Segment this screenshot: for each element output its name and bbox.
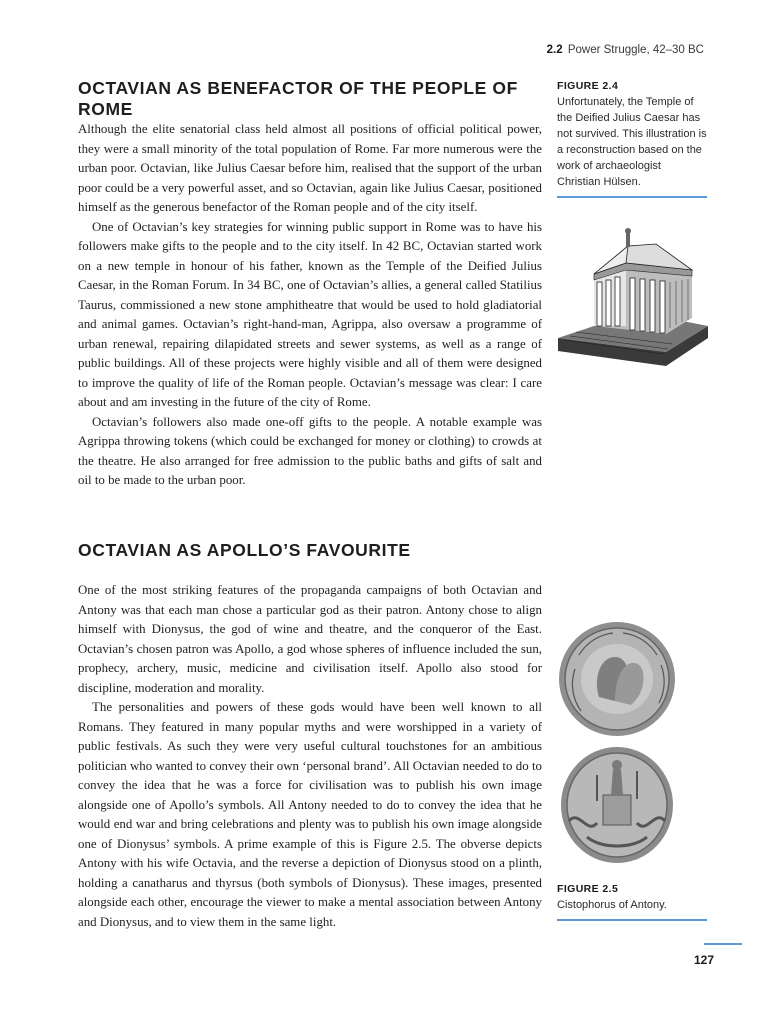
- figure-2-4-text: Unfortunately, the Temple of the Deified Julius Caesar has not survived. This illustration is a reconstruction based on the work of archaeologist Christian Hülsen.: [557, 96, 707, 188]
- figure-2-4-caption: [557, 80, 707, 198]
- page-number: 127: [693, 953, 714, 967]
- caption-rule: [557, 919, 707, 921]
- running-head: [547, 44, 704, 56]
- caption-rule: [557, 196, 707, 198]
- running-head-section-number: 2.2: [546, 44, 563, 56]
- paragraph: Although the elite senatorial class held almost all positions of official political power, they were a small minority of the total population of Rome. Far more numerous were the urban poor. Octavian, like Julius Caesar before him, realised that the support of the urban poor could be a very powerful asset, and so Octavian, again like Julius Caesar, positioned himself as the generous benefactor of the Roman people and of the city itself.: [78, 122, 542, 214]
- figure-2-4-label: FIGURE 2.4: [557, 80, 619, 92]
- section-body-apollo: [78, 581, 542, 932]
- figure-2-5-label: FIGURE 2.5: [557, 883, 619, 895]
- paragraph: Octavian’s followers also made one-off gifts to the people. A notable example was Agrippa throwing tokens (which could be exchanged for money or clothing) to crowds at the theatre. He also arranged for free admission to the public baths and gifts of salt and oil to be made to the urban poor.: [78, 414, 542, 487]
- figure-2-5-text: Cistophorus of Antony.: [557, 899, 667, 911]
- running-head-title: Power Struggle, 42–30 BC: [567, 44, 704, 56]
- coin-obverse-image: [553, 617, 707, 739]
- figure-2-5-caption: [557, 883, 707, 921]
- paragraph: The personalities and powers of these gods would have been well known to all Romans. They featured in many popular myths and were worshipped in a variety of public festivals. As such they were very useful cultural touchstones for an ambitious politician who wanted to convey their own ‘personal brand’. All Octavian needed to do to convey the idea that he was a force for civilisation was to publish his own image alongside one of Apollo’s symbols. All Antony needed to do to convey the idea that he would end war and bring celebrations and plenty was to publish his own image alongside one of Dionysus’ symbols. A prime example of this is Figure 2.5. The obverse depicts Antony with his wife Octavia, and the reverse a depiction of Dionysus stood on a plinth, holding a canatharus and thyrsus (both symbols of Dionysus). These images, presented alongside each other, encourage the viewer to make a mental association between Antony and Dionysus, and to view them in the same light.: [78, 700, 542, 929]
- section-heading-apollo: OCTAVIAN AS APOLLO’S FAVOURITE: [78, 540, 411, 560]
- coin-reverse-image: [553, 745, 701, 867]
- section-body-benefactor: [78, 120, 542, 491]
- temple-illustration: [556, 226, 710, 374]
- page-number-rule: [704, 943, 742, 945]
- section-heading-benefactor: OCTAVIAN AS BENEFACTOR OF THE PEOPLE OF ROME: [78, 78, 518, 119]
- paragraph: One of the most striking features of the propaganda campaigns of both Octavian and Antony was that each man chose a particular god as their patron. Antony chose to align himself with Dionysus, the god of wine and theatre, and the conqueror of the East. Octavian’s chosen patron was Apollo, a god whose spheres of influence included the sun, prophecy, archery, music, medicine and civilisation itself. Apollo also stood for discipline, moderation and morality.: [78, 583, 542, 695]
- paragraph: One of Octavian’s key strategies for winning public support in Rome was to have his followers make gifts to the people and to the city itself. In 42 BC, Octavian started work on a new temple in honour of his father, known as the Temple of the Deified Julius Caesar, in the Roman Forum. In 34 BC, one of Octavian’s allies, a general called Statilius Taurus, commissioned a new stone amphitheatre that would be used to hold gladiatorial and animal games. Octavian’s right-hand-man, Agrippa, also oversaw a programme of urban renewal, repairing dilapidated streets and sewer systems, as well as a range of public buildings. All of these projects were highly visible and all of them were designed to improve the quality of life of the Roman people. Octavian’s message was clear: I care about and am investing in the future of the city of Rome.: [78, 219, 542, 409]
